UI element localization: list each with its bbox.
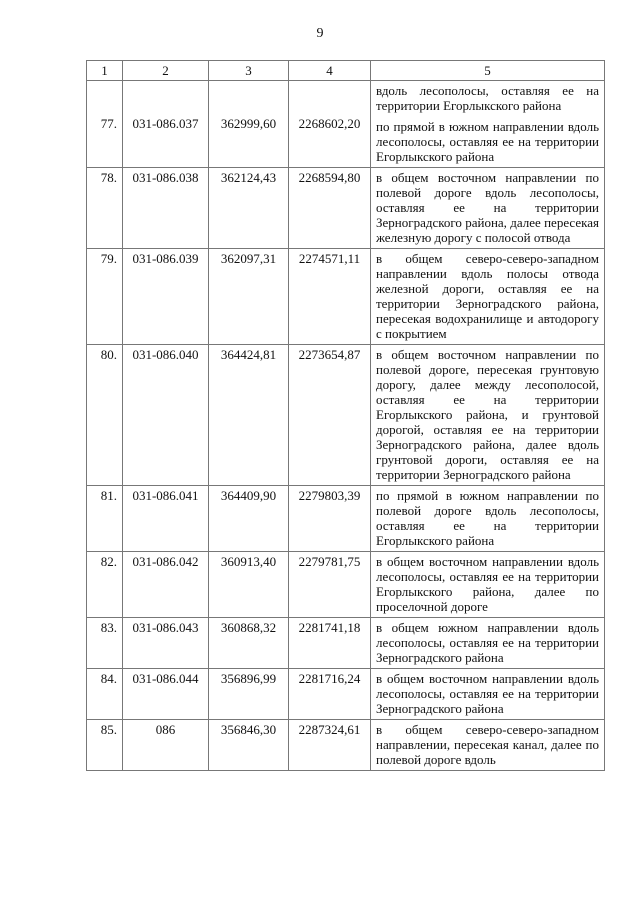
row-number: 84.	[87, 669, 123, 720]
boundary-description-text: в общем восточном направлении по полевой дороге, пересекая грунтовую дорогу, далее между лесополосой, оставляя ее на территории Егорлыкского района, и грунтовой дорогой, оставляя ее на территории Зерноградского района, далее вдоль грунтовой дороги, оставляя ее на территории Зерноградского района	[376, 347, 599, 482]
table-row	[87, 168, 605, 249]
boundary-description	[371, 168, 605, 249]
y-coordinate: 2279803,39	[289, 486, 371, 552]
column-header: 4	[289, 61, 371, 81]
row-number: 83.	[87, 618, 123, 669]
table-row	[87, 669, 605, 720]
column-header: 3	[209, 61, 289, 81]
row-number: 85.	[87, 720, 123, 771]
point-code: 031-086.044	[123, 669, 209, 720]
column-header: 5	[371, 61, 605, 81]
table-row	[87, 249, 605, 345]
table-row	[87, 552, 605, 618]
boundary-description-text: в общем южном направлении вдоль лесополосы, оставляя ее на территории Зерноградского района	[376, 620, 599, 665]
boundary-description-continued: вдоль лесополосы, оставляя ее на территории Егорлыкского района	[376, 83, 599, 113]
boundary-description-text: в общем восточном направлении вдоль лесополосы, оставляя ее на территории Зерноградского района	[376, 671, 599, 716]
x-coordinate: 360868,32	[209, 618, 289, 669]
y-coordinate: 2268594,80	[289, 168, 371, 249]
point-code: 031-086.038	[123, 168, 209, 249]
point-code: 086	[123, 720, 209, 771]
point-code: 031-086.040	[123, 345, 209, 486]
boundary-description	[371, 669, 605, 720]
boundary-description-text: в общем восточном направлении по полевой дороге вдоль лесополосы, оставляя ее на территории Зерноградского района, далее пересекая железную дорогу с полосой отвода	[376, 170, 599, 245]
y-coordinate: 2287324,61	[289, 720, 371, 771]
x-coordinate: 362999,60	[209, 81, 289, 168]
row-number: 80.	[87, 345, 123, 486]
boundary-description-text: по прямой в южном направлении по полевой дороге вдоль лесополосы, оставляя ее на территории Егорлыкского района	[376, 488, 599, 548]
table-row	[87, 81, 605, 168]
y-coordinate: 2281741,18	[289, 618, 371, 669]
row-number: 78.	[87, 168, 123, 249]
column-header: 2	[123, 61, 209, 81]
boundary-description	[371, 81, 605, 168]
column-header: 1	[87, 61, 123, 81]
row-number: 81.	[87, 486, 123, 552]
table-row	[87, 720, 605, 771]
row-number: 82.	[87, 552, 123, 618]
x-coordinate: 364409,90	[209, 486, 289, 552]
boundary-description	[371, 618, 605, 669]
boundary-description	[371, 486, 605, 552]
table-row	[87, 618, 605, 669]
y-coordinate: 2273654,87	[289, 345, 371, 486]
page-number: 9	[316, 26, 324, 41]
point-code: 031-086.037	[123, 81, 209, 168]
x-coordinate: 362124,43	[209, 168, 289, 249]
x-coordinate: 356846,30	[209, 720, 289, 771]
row-number: 77.	[87, 81, 123, 168]
table-row	[87, 345, 605, 486]
boundary-description-text: в общем восточном направлении вдоль лесополосы, оставляя ее на территории Егорлыкского района, далее по проселочной дороге	[376, 554, 599, 614]
boundary-description	[371, 552, 605, 618]
y-coordinate: 2281716,24	[289, 669, 371, 720]
point-code: 031-086.039	[123, 249, 209, 345]
point-code: 031-086.041	[123, 486, 209, 552]
x-coordinate: 360913,40	[209, 552, 289, 618]
x-coordinate: 362097,31	[209, 249, 289, 345]
y-coordinate: 2268602,20	[289, 81, 371, 168]
boundary-description	[371, 720, 605, 771]
y-coordinate: 2279781,75	[289, 552, 371, 618]
x-coordinate: 364424,81	[209, 345, 289, 486]
x-coordinate: 356896,99	[209, 669, 289, 720]
boundary-description-text: по прямой в южном направлении вдоль лесополосы, оставляя ее на территории Егорлыкского района	[376, 119, 599, 164]
boundary-description	[371, 249, 605, 345]
row-number: 79.	[87, 249, 123, 345]
point-code: 031-086.042	[123, 552, 209, 618]
table-row	[87, 486, 605, 552]
boundary-description	[371, 345, 605, 486]
y-coordinate: 2274571,11	[289, 249, 371, 345]
boundary-description-text: в общем северо-северо-западном направлении вдоль полосы отвода железной дороги, оставляя ее на территории Зерноградского района, пересекая водохранилище и автодорогу с покрытием	[376, 251, 599, 341]
boundary-description-text: в общем северо-северо-западном направлении, пересекая канал, далее по полевой дороге вдоль	[376, 722, 599, 767]
boundary-points-table	[86, 60, 605, 771]
header-row	[87, 61, 605, 81]
point-code: 031-086.043	[123, 618, 209, 669]
